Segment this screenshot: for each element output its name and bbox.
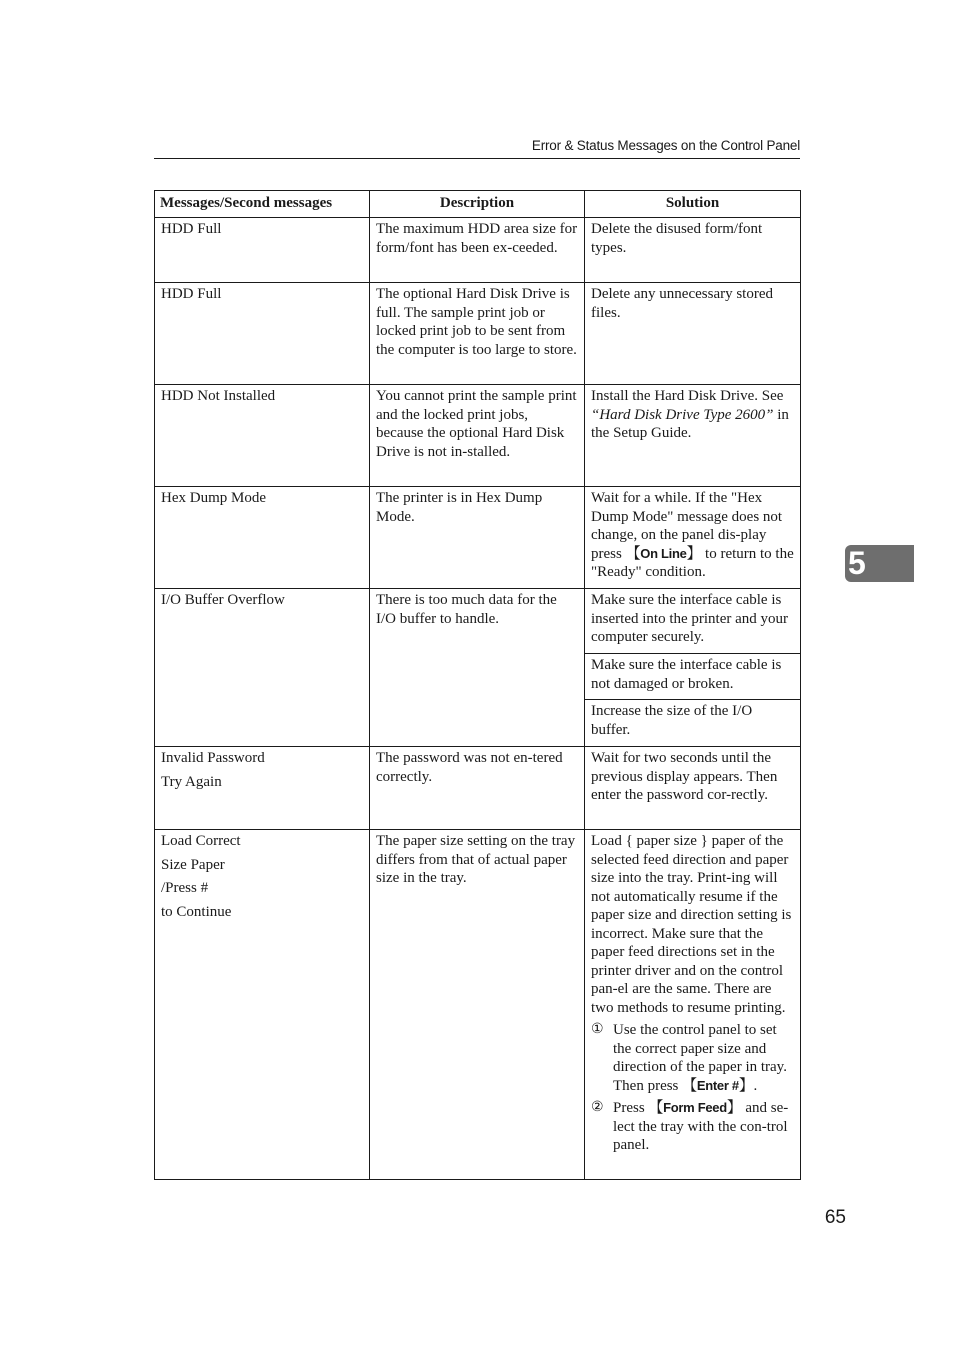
message-cell	[155, 830, 370, 1180]
step-item	[591, 1099, 795, 1155]
solution-cell: Delete the disused form/font types.	[585, 218, 801, 283]
step-text-part: Use the control panel to set the correct paper size and direction of the paper in tray. Then press	[613, 1022, 787, 1094]
description-cell: The password was not en-tered correctly.	[370, 747, 585, 830]
message-text: Try Again	[161, 773, 222, 790]
setup-guide-reference: “Hard Disk Drive Type 2600”	[591, 406, 774, 423]
on-line-key-label: On Line	[640, 545, 687, 561]
table-row	[155, 283, 801, 385]
form-feed-key-label: Form Feed	[663, 1100, 727, 1115]
description-cell: You cannot print the sample print and the locked print jobs, because the optional Hard Disk Drive is not in-stalled.	[370, 385, 585, 487]
solution-intro: Load { paper size } paper of the selected feed direction and paper size into the tray. Print-ing will not automatically resume if the paper size and direction setting is incorrect. Make sure that the paper feed directions set in the printer driver and on the control pan-el are the same. There are two methods to resume printing.	[591, 833, 792, 1016]
message-cell	[155, 487, 370, 589]
message-cell	[155, 218, 370, 283]
column-header-description: Description	[370, 191, 585, 218]
column-header-solution: Solution	[585, 191, 801, 218]
on-line-key: 【On Line】	[625, 544, 702, 562]
solution-cell	[585, 487, 801, 589]
description-cell: The maximum HDD area size for form/font has been ex-ceeded.	[370, 218, 585, 283]
description-cell: The paper size setting on the tray differs from that of actual paper size in the tray.	[370, 830, 585, 1180]
message-text: /Press #	[161, 880, 209, 896]
enter-key: 【Enter #】	[682, 1076, 754, 1094]
solution-cell: Increase the size of the I/O buffer.	[585, 700, 801, 747]
message-text: Load Correct	[161, 833, 241, 849]
column-header-messages: Messages/Second messages	[155, 191, 370, 218]
solution-text: Install the Hard Disk Drive. See	[591, 388, 784, 404]
page-number: 65	[824, 1207, 846, 1228]
message-cell	[155, 385, 370, 487]
messages-table	[154, 190, 801, 1180]
enter-key-label: Enter #	[696, 1077, 739, 1093]
solution-cell	[585, 385, 801, 487]
table-row	[155, 487, 801, 589]
description-cell: There is too much data for the I/O buffer to handle.	[370, 589, 585, 747]
solution-cell	[585, 830, 801, 1180]
message-text: Size Paper	[161, 856, 225, 873]
step-text	[613, 1021, 795, 1095]
message-text: HDD Full	[161, 221, 222, 237]
step-item	[591, 1021, 795, 1095]
table-row	[155, 589, 801, 654]
solution-text: to return to the "Ready" condition.	[591, 545, 794, 580]
message-text: to Continue	[161, 903, 232, 920]
table-row	[155, 747, 801, 830]
table-row	[155, 385, 801, 487]
step-text-part: .	[753, 1077, 758, 1094]
message-cell	[155, 747, 370, 830]
chapter-number: 5	[848, 545, 866, 581]
solution-cell: Make sure the interface cable is inserted into the printer and your computer securely.	[585, 589, 801, 654]
message-cell	[155, 589, 370, 747]
step-number: ①	[591, 1022, 604, 1037]
solution-cell: Delete any unnecessary stored files.	[585, 283, 801, 385]
solution-text: in the Setup Guide.	[591, 406, 789, 441]
message-text: Invalid Password	[161, 750, 265, 766]
message-text: HDD Not Installed	[161, 388, 276, 404]
table-row	[155, 218, 801, 283]
table-row	[155, 830, 801, 1180]
description-cell: The printer is in Hex Dump Mode.	[370, 487, 585, 589]
chapter-tab	[845, 545, 914, 582]
message-text: Hex Dump Mode	[161, 490, 266, 506]
message-text: HDD Full	[161, 286, 222, 302]
step-text-part: Press	[613, 1100, 649, 1116]
step-text-part: and se-lect the tray with the con-trol panel.	[613, 1100, 789, 1153]
solution-text: Wait for a while. If the "Hex Dump Mode" message does not change, on the panel dis-play press	[591, 490, 783, 562]
solution-cell: Make sure the interface cable is not damaged or broken.	[585, 654, 801, 700]
header-rule	[154, 158, 800, 159]
table-header-row	[155, 191, 801, 218]
message-cell	[155, 283, 370, 385]
message-text: I/O Buffer Overflow	[161, 592, 285, 608]
step-number: ②	[591, 1100, 604, 1115]
step-text	[613, 1099, 795, 1155]
form-feed-key: 【Form Feed】	[648, 1099, 742, 1116]
running-header: Error & Status Messages on the Control Panel	[531, 138, 800, 153]
description-cell: The optional Hard Disk Drive is full. The sample print job or locked print job to be sent from the computer is too large to store.	[370, 283, 585, 385]
solution-cell: Wait for two seconds until the previous display appears. Then enter the password cor-rectly.	[585, 747, 801, 830]
